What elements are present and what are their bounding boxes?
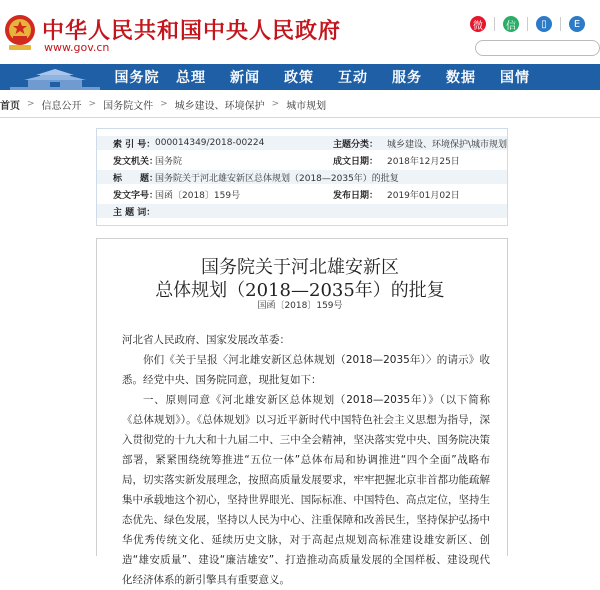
site-title[interactable]: 中华人民共和国中央人民政府	[42, 19, 342, 44]
breadcrumb-urban-construction[interactable]: 城乡建设、环境保护	[174, 100, 265, 112]
nav-premier[interactable]: 总理	[176, 70, 206, 86]
national-emblem-icon[interactable]	[3, 12, 37, 52]
search-input[interactable]	[475, 40, 600, 56]
tiananmen-banner-icon	[0, 64, 110, 90]
keywords-label: 主 题 词：	[113, 207, 156, 218]
index-value: 000014349/2018-00224	[155, 138, 265, 148]
site-header	[0, 0, 600, 64]
tiananmen-icon	[10, 68, 100, 90]
title-label: 标 题：	[113, 173, 159, 184]
nav-policy[interactable]: 政策	[284, 70, 314, 86]
docno-label: 发文字号：	[113, 190, 159, 201]
document-paragraph-1: 你们《关于呈报〈河北雄安新区总体规划（2018—2035年）〉的请示》收悉。经党中央、国务院同意，现批复如下：	[122, 354, 490, 386]
document-paragraph-2: 一、原则同意《河北雄安新区总体规划（2018—2035年）》（以下简称《总体规划》）。《总体规划》以习近平新时代中国特色社会主义思想为指导，深入贯彻党的十九大和十九届二中、三中全会精神，坚决落实党中央、国务院决策部署，紧紧围绕统筹推进“五位一体”总体布局和协调推进“四个全面”战略布局，切实落实新发展理念，按照高质量发展要求，牢牢把握北京非首都功能疏解集中承载地这个初心，坚持世界眼光、国际标准、中国特色、高点定位，坚持生态优先、绿色发展，坚持以人民为中心、注重保障和改善民生，坚持保护弘扬中华优秀传统文化、延续历史文脉，对于高起点规划高标准建设雄安新区、创造“雄安质量”、建设“廉洁雄安”、打造推动高质量发展的全国样板、建设现代化经济体系的新引擎具有重要意义。	[122, 394, 490, 586]
issuer-label: 发文机关：	[113, 156, 159, 167]
breadcrumb	[0, 96, 600, 112]
nav-data[interactable]: 数据	[446, 70, 476, 86]
main-nav	[0, 64, 600, 90]
publish-label: 发布日期：	[333, 190, 379, 201]
document-title-line2: 总体规划（2018—2035年）的批复	[155, 280, 445, 301]
info-row-index	[97, 136, 507, 150]
chevron-right-icon: >	[160, 99, 168, 109]
nav-national-info[interactable]: 国情	[500, 70, 530, 86]
document-body	[122, 330, 490, 590]
nav-state-council[interactable]: 国务院	[114, 70, 160, 86]
wechat-icon[interactable]: 信	[503, 16, 519, 32]
breadcrumb-info-disclosure[interactable]: 信息公开	[41, 100, 82, 112]
document-number: 国函〔2018〕159号	[257, 301, 343, 311]
date-value: 2018年12月25日	[387, 156, 460, 167]
date-label: 成文日期：	[333, 156, 379, 167]
category-value: 城乡建设、环境保护\城市规划	[387, 139, 508, 150]
info-row-issuer	[97, 153, 507, 167]
title-value: 国务院关于河北雄安新区总体规划（2018—2035年）的批复	[155, 173, 399, 184]
divider	[560, 17, 561, 31]
issuer-value: 国务院	[155, 156, 183, 167]
social-links	[470, 16, 585, 32]
index-label: 索 引 号：	[113, 139, 156, 150]
weibo-icon[interactable]: 微	[470, 16, 486, 32]
divider	[494, 17, 495, 31]
breadcrumb-state-council-documents[interactable]: 国务院文件	[103, 100, 154, 112]
info-row-docno	[97, 187, 507, 201]
nav-services[interactable]: 服务	[392, 70, 422, 86]
document-info-table	[96, 128, 508, 226]
breadcrumb-urban-planning[interactable]: 城市规划	[286, 100, 327, 112]
breadcrumb-home[interactable]: 首页	[0, 100, 20, 112]
info-row-keywords	[97, 204, 507, 218]
publish-value: 2019年01月02日	[387, 190, 460, 201]
info-row-title	[97, 170, 507, 184]
breadcrumb-divider	[0, 117, 600, 118]
nav-interaction[interactable]: 互动	[338, 70, 368, 86]
document-title-line1: 国务院关于河北雄安新区	[201, 257, 399, 278]
docno-value: 国函〔2018〕159号	[155, 190, 241, 201]
chevron-right-icon: >	[271, 99, 280, 109]
document-salutation: 河北省人民政府、国家发展改革委：	[122, 334, 290, 346]
category-label: 主题分类：	[333, 139, 379, 150]
site-url: www.gov.cn	[44, 41, 110, 54]
chevron-right-icon: >	[27, 99, 35, 109]
chevron-right-icon: >	[88, 99, 97, 109]
nav-news[interactable]: 新闻	[230, 70, 260, 86]
mobile-icon[interactable]: ▯	[536, 16, 552, 32]
english-icon[interactable]: E	[569, 16, 585, 32]
divider	[527, 17, 528, 31]
